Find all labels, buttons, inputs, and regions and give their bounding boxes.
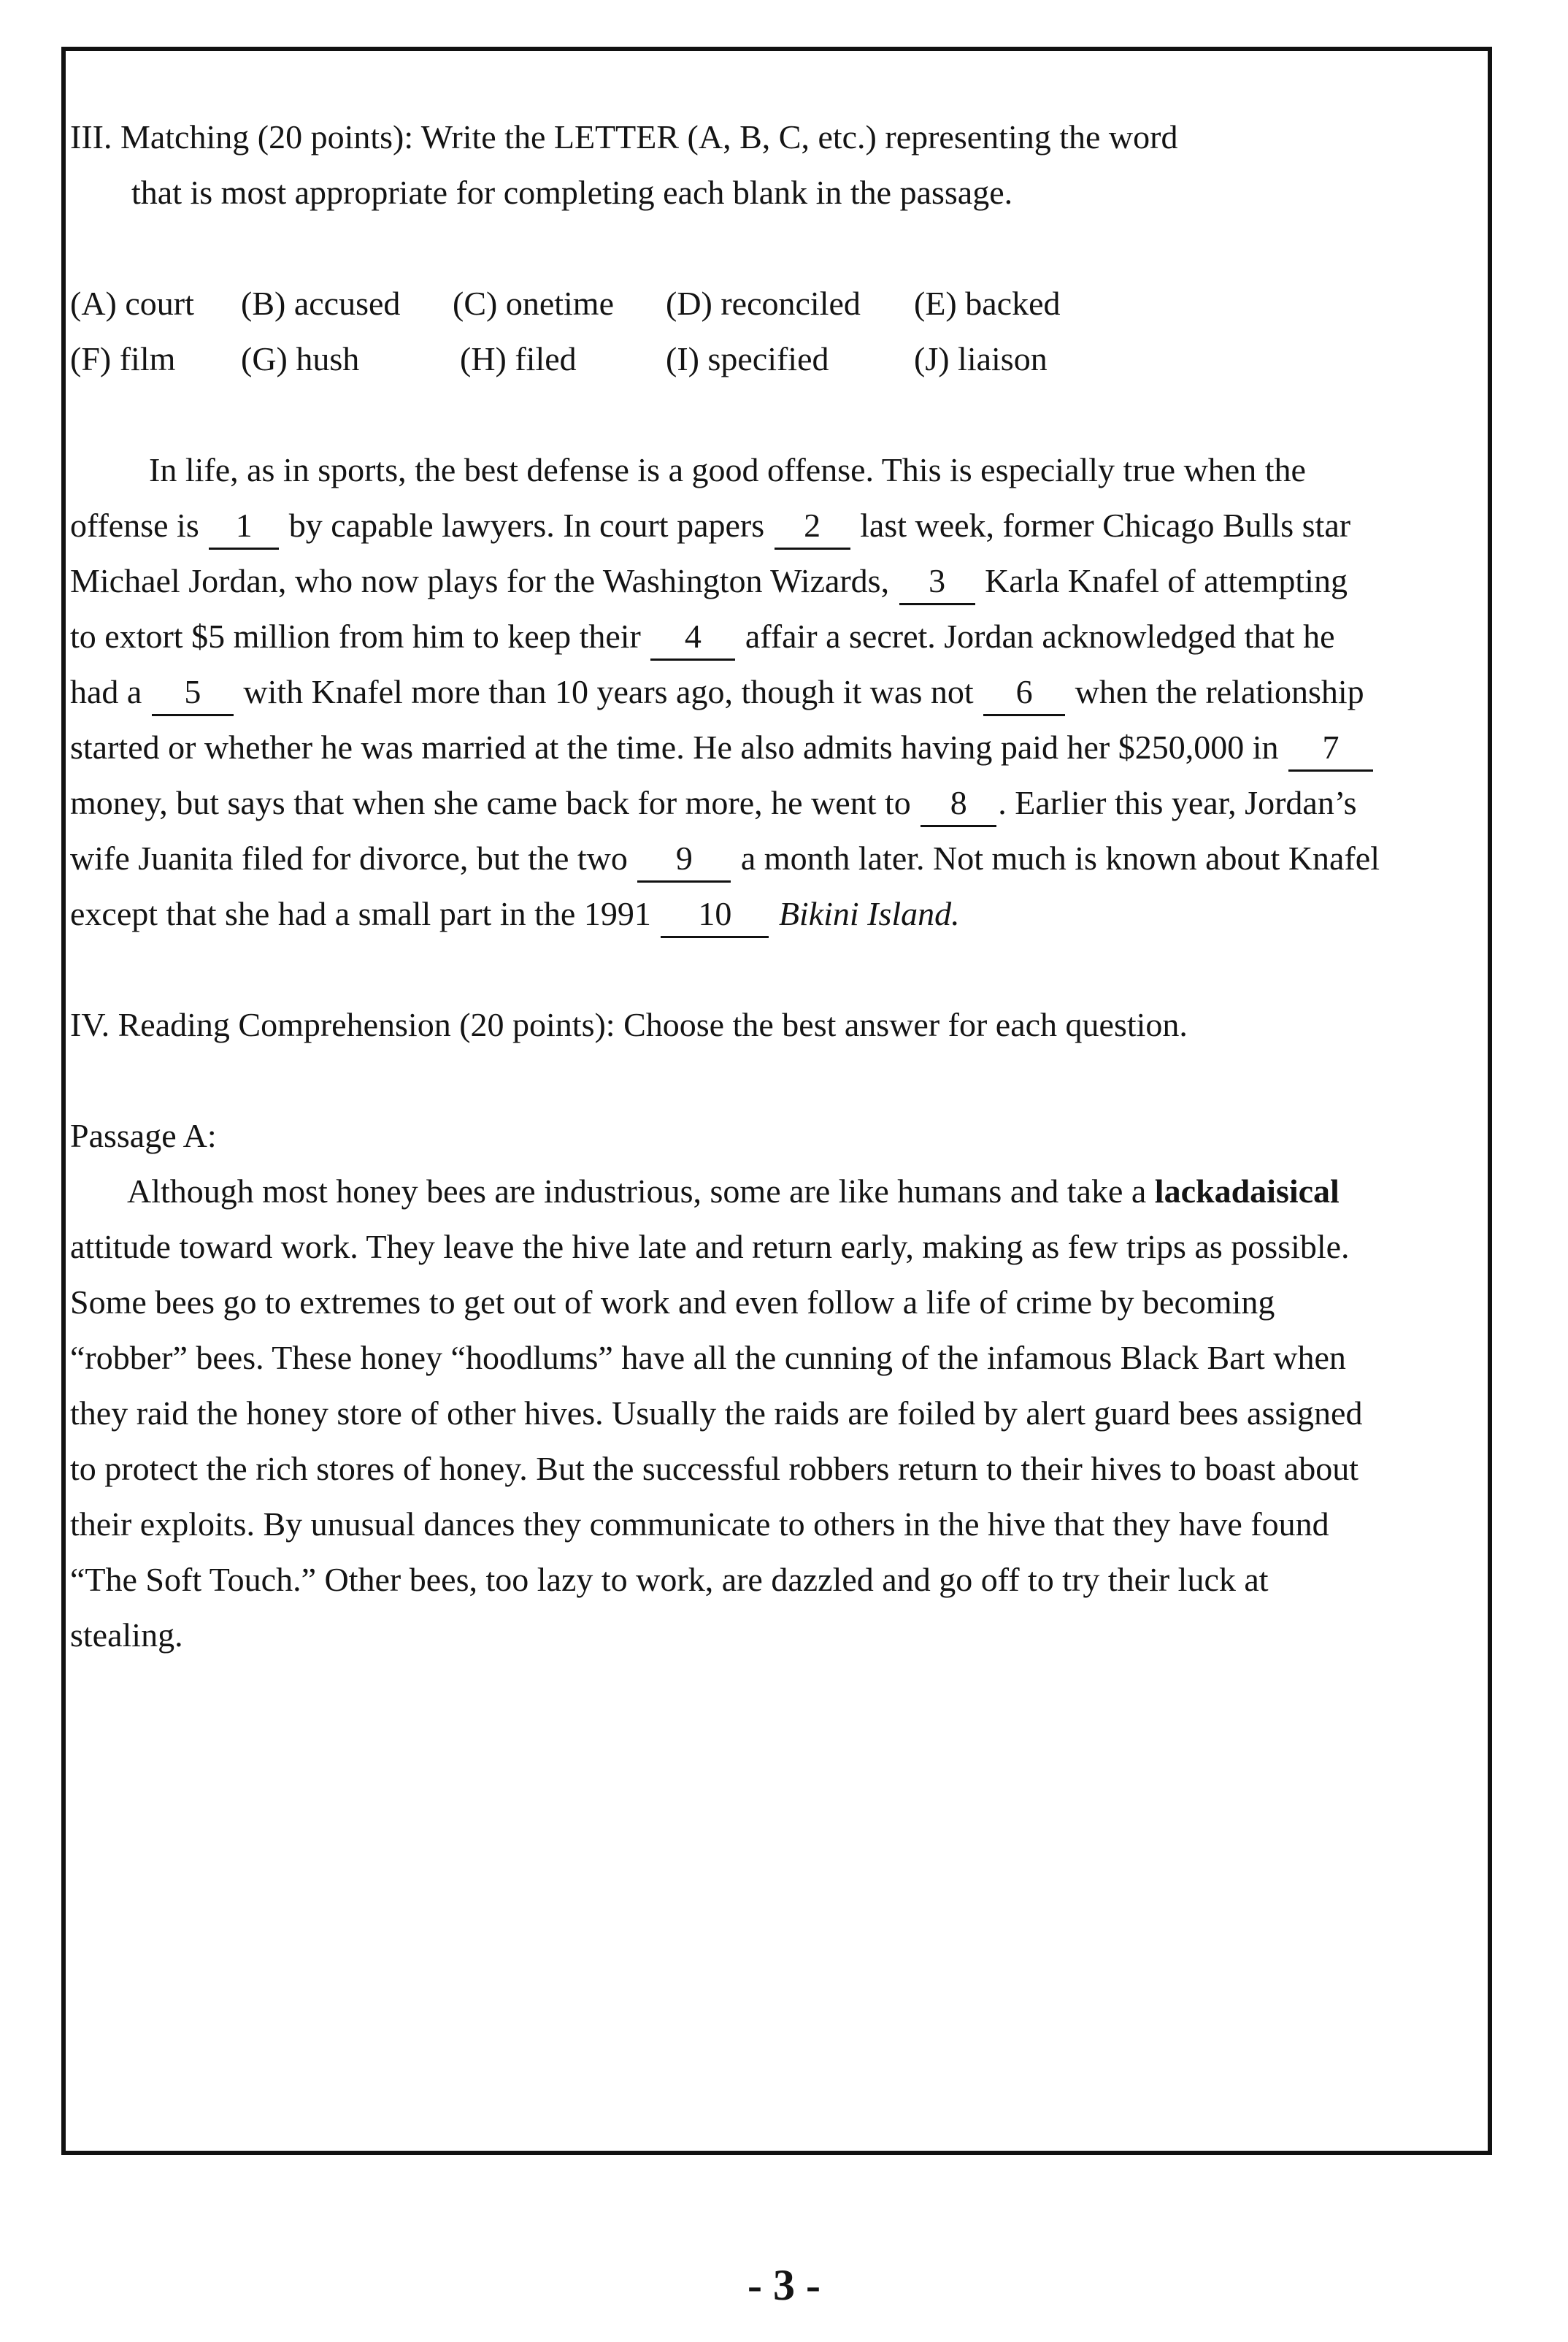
cloze-line-9: [70, 886, 1489, 942]
blank-4[interactable]: 4: [650, 615, 735, 661]
blank-2[interactable]: 2: [775, 504, 850, 550]
cloze-line-2: [70, 498, 1489, 553]
cloze-text: . Earlier this year, Jordan’s: [998, 784, 1357, 821]
option-i: (I) specified: [666, 340, 829, 377]
option-j: (J) liaison: [914, 340, 1048, 377]
cloze-text: with Knafel more than 10 years ago, though it was not: [243, 673, 974, 710]
cloze-text: by capable lawyers. In court papers: [288, 507, 765, 544]
cloze-text: last week, former Chicago Bulls star: [860, 507, 1351, 544]
cloze-passage: [70, 442, 1489, 942]
word-options: [70, 276, 1489, 387]
cloze-text: money, but says that when she came back for more, he went to: [70, 784, 911, 821]
blank-6[interactable]: 6: [983, 670, 1065, 716]
cloze-text: except that she had a small part in the 1991: [70, 895, 651, 932]
passage-a-line-8: “The Soft Touch.” Other bees, too lazy to work, are dazzled and go off to try their luck at: [70, 1561, 1269, 1598]
cloze-text: when the relationship: [1075, 673, 1364, 710]
passage-a-line-2: attitude toward work. They leave the hive late and return early, making as few trips as possible.: [70, 1228, 1350, 1265]
cloze-text: affair a secret. Jordan acknowledged that he: [745, 618, 1335, 655]
option-d: (D) reconciled: [666, 285, 861, 322]
cloze-text: Karla Knafel of attempting: [985, 562, 1348, 599]
option-g: (G) hush: [241, 340, 360, 377]
passage-a-line-3: Some bees go to extremes to get out of work and even follow a life of crime by becoming: [70, 1283, 1275, 1321]
passage-a-line-9: stealing.: [70, 1616, 183, 1654]
cloze-line-3: [70, 553, 1489, 609]
blank-7[interactable]: 7: [1288, 726, 1373, 772]
vocab-word-lackadaisical: lackadaisical: [1154, 1172, 1340, 1210]
cloze-text: to extort $5 million from him to keep their: [70, 618, 641, 655]
word-options-row-1: [70, 276, 1489, 331]
section-3-heading-line1: III. Matching (20 points): Write the LETTER (A, B, C, etc.) representing the word: [70, 118, 1178, 156]
passage-a-line-5: they raid the honey store of other hives. Usually the raids are foiled by alert guard bees assigned: [70, 1394, 1363, 1432]
blank-8[interactable]: 8: [921, 781, 996, 827]
cloze-line-5: [70, 664, 1489, 720]
film-title: Bikini Island.: [778, 895, 960, 932]
blank-9[interactable]: 9: [637, 837, 731, 883]
blank-1[interactable]: 1: [209, 504, 279, 550]
passage-a-label: Passage A:: [70, 1117, 217, 1154]
word-options-row-2: [70, 331, 1489, 387]
option-a: (A) court: [70, 285, 194, 322]
option-f: (F) film: [70, 340, 176, 377]
blank-3[interactable]: 3: [899, 559, 975, 605]
cloze-line-6: [70, 720, 1489, 775]
option-e: (E) backed: [914, 285, 1061, 322]
cloze-text: a month later. Not much is known about Knafel: [740, 840, 1380, 877]
cloze-text: wife Juanita filed for divorce, but the two: [70, 840, 628, 877]
cloze-line-4: [70, 609, 1489, 664]
exam-content: [70, 110, 1489, 1663]
option-h: (H) filed: [460, 340, 577, 377]
cloze-text: started or whether he was married at the time. He also admits having paid her $250,000 in: [70, 729, 1279, 766]
passage-a: [70, 1164, 1489, 1663]
section-3-heading-line2: that is most appropriate for completing each blank in the passage.: [131, 174, 1013, 211]
blank-5[interactable]: 5: [152, 670, 234, 716]
passage-a-line-6: to protect the rich stores of honey. But the successful robbers return to their hives to boast about: [70, 1450, 1359, 1487]
passage-a-line-7: their exploits. By unusual dances they communicate to others in the hive that they have found: [70, 1505, 1329, 1543]
cloze-text: had a: [70, 673, 142, 710]
option-b: (B) accused: [241, 285, 401, 322]
cloze-text: offense is: [70, 507, 199, 544]
section-3-heading: [70, 110, 1489, 220]
section-4-heading: IV. Reading Comprehension (20 points): Choose the best answer for each question.: [70, 1006, 1188, 1043]
cloze-text: Michael Jordan, who now plays for the Washington Wizards,: [70, 562, 890, 599]
passage-a-line-1: [70, 1164, 1489, 1219]
cloze-line-8: [70, 831, 1489, 886]
blank-10[interactable]: 10: [661, 892, 769, 938]
page-number: - 3 -: [748, 2261, 820, 2309]
cloze-line-7: [70, 775, 1489, 831]
passage-a-line-4: “robber” bees. These honey “hoodlums” have all the cunning of the infamous Black Bart when: [70, 1339, 1346, 1376]
option-c: (C) onetime: [453, 285, 614, 322]
cloze-line-1: In life, as in sports, the best defense is a good offense. This is especially true when the: [149, 451, 1306, 488]
passage-a-text: Although most honey bees are industrious, some are like humans and take a: [127, 1172, 1147, 1210]
